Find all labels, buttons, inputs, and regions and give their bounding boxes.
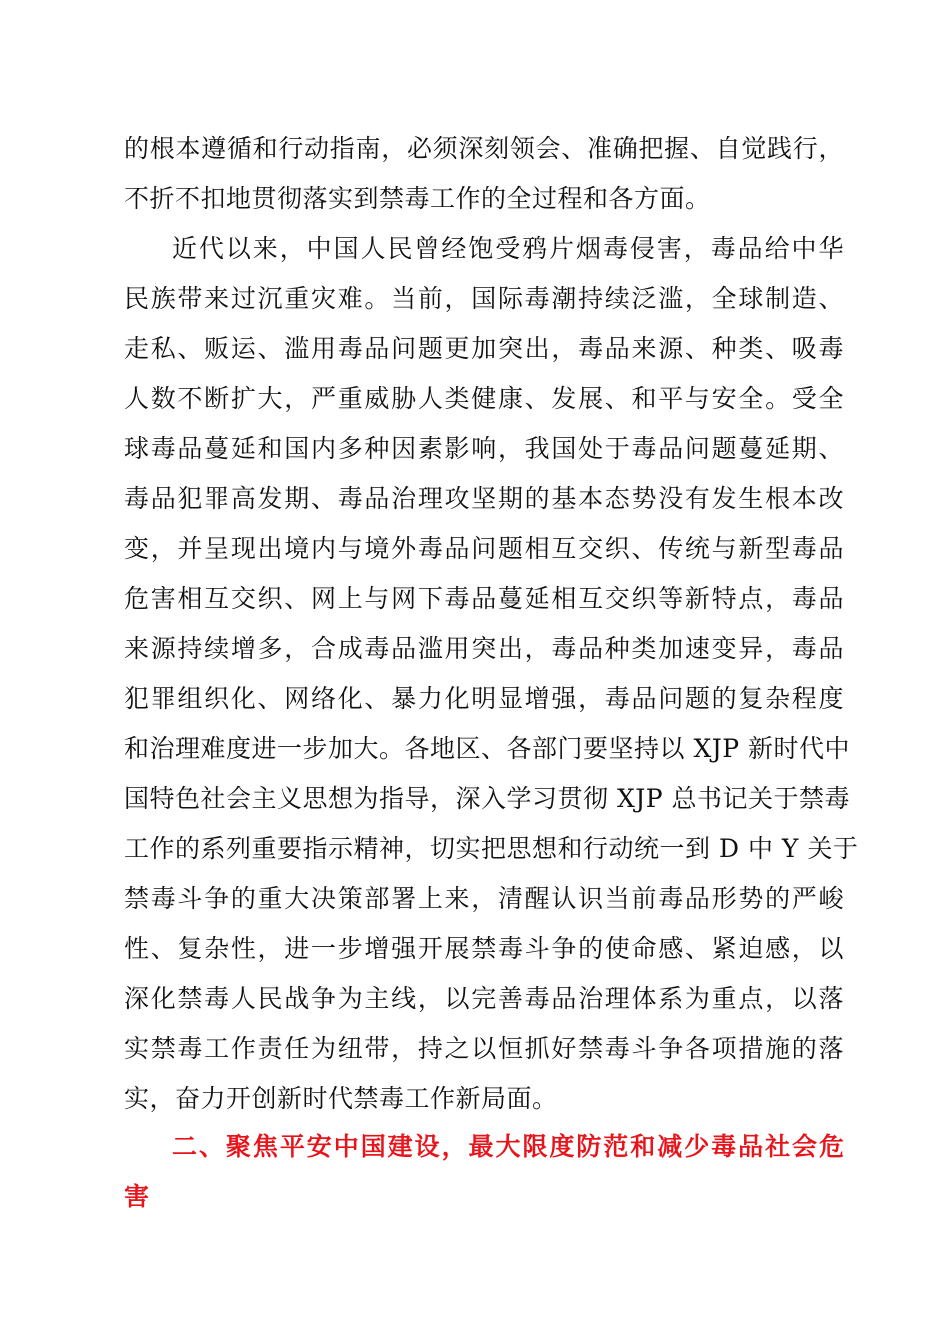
section-heading: 二、聚焦平安中国建设，最大限度防范和减少毒品社会危 bbox=[172, 1132, 844, 1161]
paragraph-2-line: 来源持续增多，合成毒品滥用突出，毒品种类加速变异，毒品 bbox=[124, 634, 844, 663]
paragraph-2-line: 民族带来过沉重灾难。当前，国际毒潮持续泛滥，全球制造、 bbox=[124, 284, 844, 313]
paragraph-2-line: 性、复杂性，进一步增强开展禁毒斗争的使命感、紧迫感，以 bbox=[124, 934, 844, 963]
paragraph-2-line: 工作的系列重要指示精神，切实把思想和行动统一到 D 中 Y 关于 bbox=[124, 834, 859, 863]
paragraph-2-line: 国特色社会主义思想为指导，深入学习贯彻 XJP 总书记关于禁毒 bbox=[124, 784, 851, 813]
paragraph-1-line: 的根本遵循和行动指南，必须深刻领会、准确把握、自觉践行， bbox=[124, 134, 844, 163]
paragraph-2-line: 人数不断扩大，严重威胁人类健康、发展、和平与安全。受全 bbox=[124, 384, 844, 413]
paragraph-2-line: 走私、贩运、滥用毒品问题更加突出，毒品来源、种类、吸毒 bbox=[124, 334, 844, 363]
paragraph-1-line: 不折不扣地贯彻落实到禁毒工作的全过程和各方面。 bbox=[124, 184, 711, 213]
paragraph-2-line: 球毒品蔓延和国内多种因素影响，我国处于毒品问题蔓延期、 bbox=[124, 434, 844, 463]
paragraph-2-line: 深化禁毒人民战争为主线，以完善毒品治理体系为重点，以落 bbox=[124, 984, 844, 1013]
section-heading-continued: 害 bbox=[124, 1182, 150, 1211]
paragraph-2-line: 变，并呈现出境内与境外毒品问题相互交织、传统与新型毒品 bbox=[124, 534, 844, 563]
paragraph-2-line: 实禁毒工作责任为纽带，持之以恒抓好禁毒斗争各项措施的落 bbox=[124, 1034, 844, 1063]
paragraph-2-line: 和治理难度进一步加大。各地区、各部门要坚持以 XJP 新时代中 bbox=[124, 734, 851, 763]
paragraph-2-line: 危害相互交织、网上与网下毒品蔓延相互交织等新特点，毒品 bbox=[124, 584, 844, 613]
paragraph-2-first-line: 近代以来，中国人民曾经饱受鸦片烟毒侵害，毒品给中华 bbox=[172, 234, 844, 263]
paragraph-2-line: 毒品犯罪高发期、毒品治理攻坚期的基本态势没有发生根本改 bbox=[124, 484, 844, 513]
paragraph-2-line: 实，奋力开创新时代禁毒工作新局面。 bbox=[124, 1084, 558, 1113]
paragraph-2-line: 禁毒斗争的重大决策部署上来，清醒认识当前毒品形势的严峻 bbox=[124, 884, 844, 913]
paragraph-2-line: 犯罪组织化、网络化、暴力化明显增强，毒品问题的复杂程度 bbox=[124, 684, 844, 713]
